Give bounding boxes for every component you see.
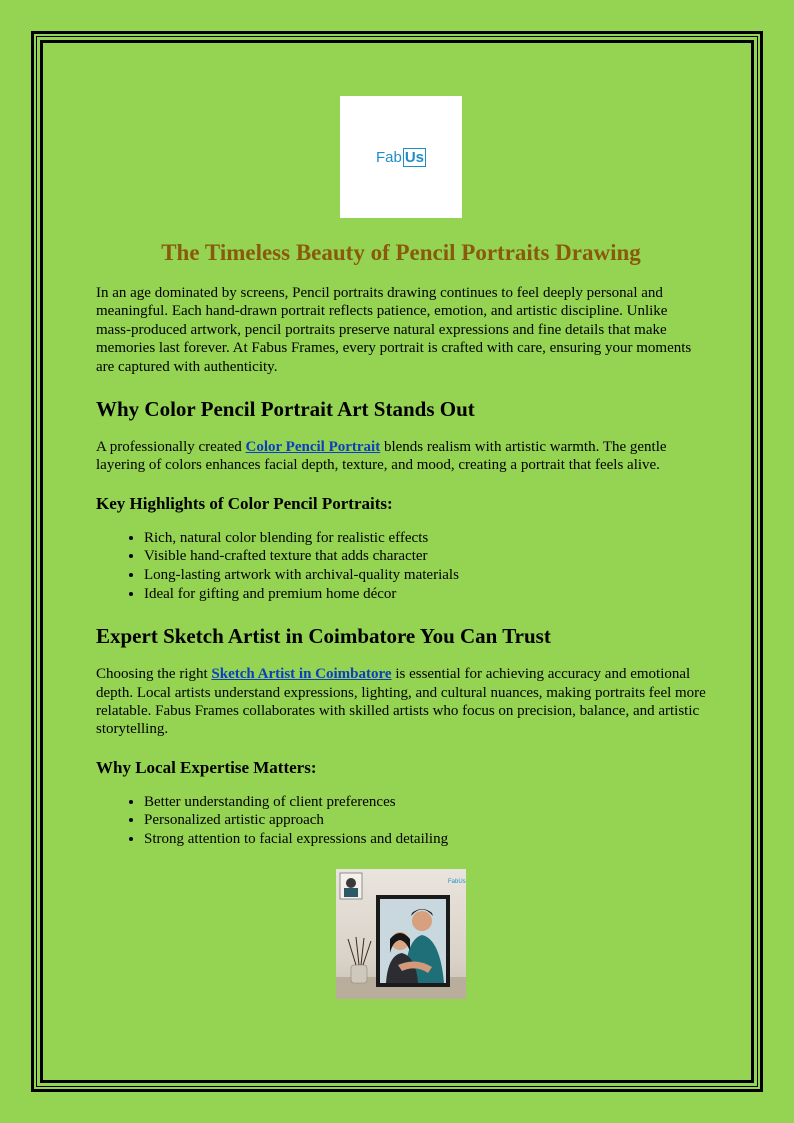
- sketch-artist-link[interactable]: Sketch Artist in Coimbatore: [211, 666, 392, 683]
- section1-heading: Why Color Pencil Portrait Art Stands Out: [96, 397, 475, 422]
- section2-bullet-list: [96, 793, 706, 849]
- list-item: • Personalized artistic approach: [144, 811, 706, 830]
- color-pencil-portrait-link[interactable]: Color Pencil Portrait: [245, 439, 381, 456]
- framed-portrait-illustration: [336, 869, 466, 999]
- section2-paragraph: [96, 665, 706, 739]
- logo-text-fab: Fab: [375, 148, 402, 166]
- section2-heading: Expert Sketch Artist in Coimbatore You Can Trust: [96, 624, 551, 649]
- section1-subheading: Key Highlights of Color Pencil Portraits:: [96, 493, 393, 513]
- list-item: • Visible hand-crafted texture that adds character: [144, 547, 706, 566]
- section2-text-before: Choosing the right: [96, 666, 212, 683]
- list-item: • Long-lasting artwork with archival-quality materials: [144, 566, 706, 585]
- section2-subheading: Why Local Expertise Matters:: [96, 757, 317, 777]
- section1-text-after: blends realism with artistic warmth. The gentle layering of colors enhances facial depth, texture, and mood, creating a portrait that feels alive.: [96, 439, 667, 474]
- logo-text-us: Us: [404, 148, 425, 166]
- section2-text-after: is essential for achieving accuracy and emotional depth. Local artists understand expressions, lighting, and cultural nuances, making portraits feel more relatable. Fabus Frames collaborates with skilled artists who focus on precision, balance, and artistic storytelling.: [96, 666, 706, 738]
- intro-paragraph: In an age dominated by screens, Pencil portraits drawing continues to feel deeply personal and meaningful. Each hand-drawn portrait reflects patience, emotion, and artistic discipline. Unlike mass-produced artwork, pencil portraits preserve natural expressions and fine details that make memories last forever. At Fabus Frames, every portrait is crafted with care, ensuring your moments are captured with authenticity.: [96, 285, 692, 375]
- framed-portrait-photo: [336, 869, 466, 999]
- photo-brand-mark: FabUs: [448, 878, 466, 885]
- document-content: [96, 96, 706, 999]
- portrait-image: [336, 869, 466, 999]
- list-item: • Strong attention to facial expressions and detailing: [144, 830, 706, 849]
- list-item: • Better understanding of client preferences: [144, 793, 706, 812]
- section1-paragraph: [96, 438, 706, 475]
- fabus-logo: [376, 148, 426, 167]
- list-item: • Ideal for gifting and premium home décor: [144, 585, 706, 604]
- logo: [340, 96, 462, 218]
- list-item: • Rich, natural color blending for realistic effects: [144, 529, 706, 548]
- section1-bullet-list: [96, 529, 706, 603]
- section1-text-before: A professionally created: [96, 439, 246, 456]
- page-title: The Timeless Beauty of Pencil Portraits Drawing: [161, 240, 641, 265]
